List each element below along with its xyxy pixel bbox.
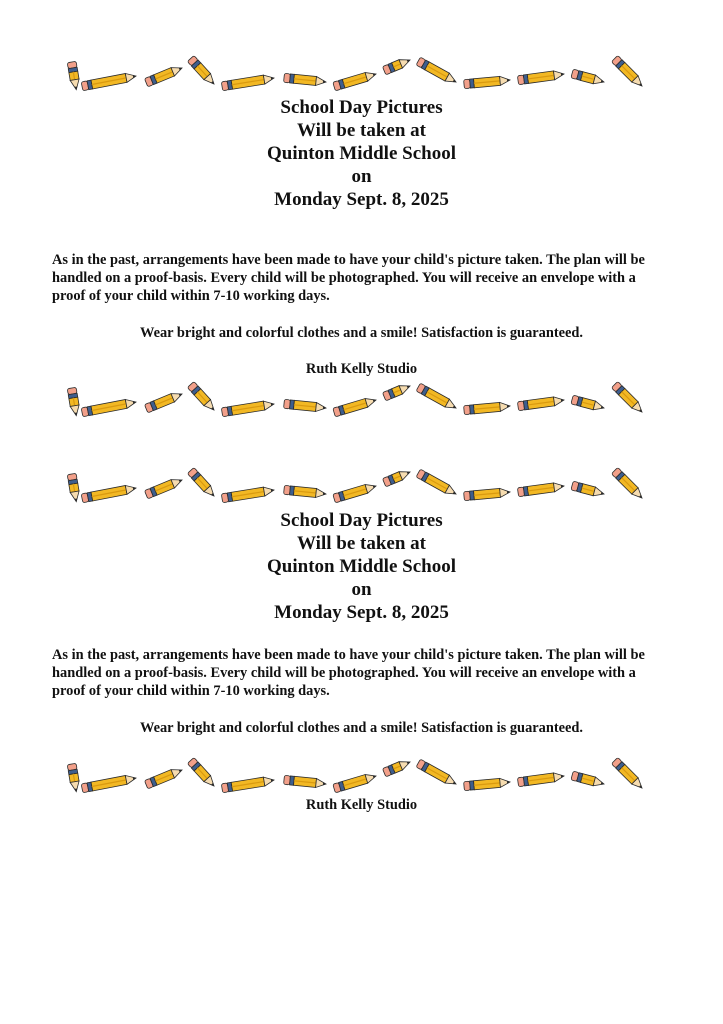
flyer-2-studio: Ruth Kelly Studio — [305, 797, 418, 813]
pencil-icon — [416, 759, 458, 788]
pencil-icon — [144, 766, 183, 789]
pencil-icon — [611, 467, 645, 501]
pencil-icon — [382, 468, 411, 487]
pencil-icon — [464, 402, 511, 415]
heading-line-on: on — [351, 166, 372, 187]
pencil-icon — [81, 398, 137, 417]
pencil-icon — [333, 70, 378, 91]
pencil-icon — [67, 473, 80, 502]
pencil-icon — [611, 757, 645, 791]
pencil-icon — [81, 72, 137, 91]
heading-line-taken-at: Will be taken at — [297, 120, 426, 141]
heading-line-date: Monday Sept. 8, 2025 — [274, 602, 449, 623]
pencil-icon — [187, 467, 217, 499]
pencil-icon — [81, 484, 137, 503]
pencil-icon — [416, 469, 458, 498]
pencil-icon — [187, 381, 217, 413]
pencil-border-icon — [64, 52, 658, 96]
pencil-icon — [333, 396, 378, 417]
pencil-icon — [144, 476, 183, 499]
pencil-icon — [284, 775, 327, 788]
pencil-icon — [517, 396, 564, 411]
heading-line-title: School Day Pictures — [280, 97, 443, 118]
heading-line-on: on — [351, 579, 372, 600]
pencil-icon — [571, 481, 605, 498]
pencil-icon — [382, 758, 411, 777]
flyer-2-tagline: Wear bright and colorful clothes and a smile! Satisfaction is guaranteed. — [139, 720, 584, 736]
heading-line-taken-at: Will be taken at — [297, 533, 426, 554]
pencil-icon — [611, 381, 645, 415]
pencil-icon — [144, 64, 183, 87]
pencil-icon — [464, 76, 511, 89]
flyer-1-studio: Ruth Kelly Studio — [305, 361, 418, 377]
pencil-icon — [333, 772, 378, 793]
flyer-2-paragraph: As in the past, arrangements have been made to have your child's picture taken. The plan will be handled on a proof-basis. Every child will be photographed. You will receive an envelope with a proof of your child within 7-10 working days. — [52, 647, 645, 699]
pencil-icon — [464, 488, 511, 501]
flyer-2-heading — [0, 509, 723, 624]
heading-line-title: School Day Pictures — [280, 510, 443, 531]
pencil-icon — [284, 73, 327, 86]
pencil-icon — [333, 482, 378, 503]
pencil-icon — [284, 399, 327, 412]
pencil-icon — [144, 390, 183, 413]
pencil-icon — [187, 55, 217, 87]
pencil-icon — [571, 69, 605, 86]
flyer-1-tagline: Wear bright and colorful clothes and a smile! Satisfaction is guaranteed. — [139, 325, 584, 341]
pencil-icon — [221, 400, 274, 417]
pencil-icon — [416, 57, 458, 86]
pencil-icon — [416, 383, 458, 412]
pencil-icon — [517, 772, 564, 787]
pencil-icon — [221, 776, 274, 793]
pencil-icon — [221, 486, 274, 503]
pencil-icon — [67, 61, 80, 90]
pencil-border-icon — [64, 378, 658, 422]
pencil-border-icon — [64, 754, 658, 798]
heading-line-school: Quinton Middle School — [267, 143, 456, 164]
flyer-1-paragraph: As in the past, arrangements have been made to have your child's picture taken. The plan will be handled on a proof-basis. Every child will be photographed. You will receive an envelope with a proof of your child within 7-10 working days. — [52, 252, 645, 304]
pencil-icon — [464, 778, 511, 791]
pencil-icon — [611, 55, 645, 89]
pencil-icon — [81, 774, 137, 793]
pencil-icon — [571, 771, 605, 788]
pencil-icon — [221, 74, 274, 91]
pencil-icon — [517, 70, 564, 85]
pencil-icon — [284, 485, 327, 498]
pencil-icon — [382, 56, 411, 75]
pencil-icon — [67, 763, 80, 792]
flyer-1-heading — [0, 96, 723, 211]
heading-line-school: Quinton Middle School — [267, 556, 456, 577]
pencil-icon — [517, 482, 564, 497]
pencil-icon — [382, 382, 411, 401]
pencil-border-icon — [64, 464, 658, 508]
heading-line-date: Monday Sept. 8, 2025 — [274, 189, 449, 210]
pencil-icon — [571, 395, 605, 412]
pencil-icon — [187, 757, 217, 789]
pencil-icon — [67, 387, 80, 416]
